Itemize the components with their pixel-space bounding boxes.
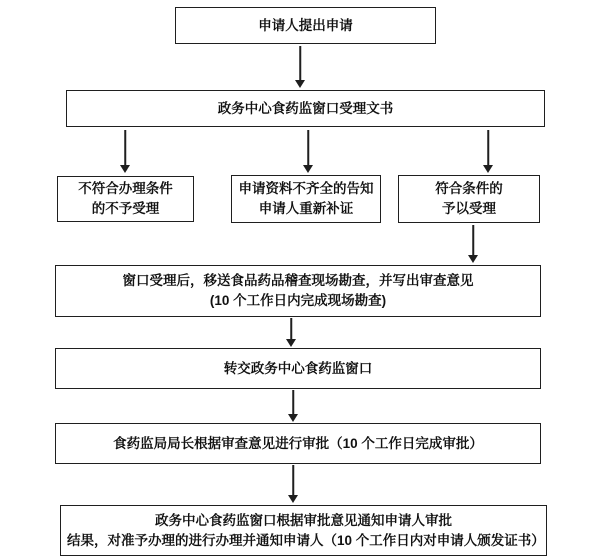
node-qualified-accepted (398, 175, 540, 223)
node-not-qualified-rejected (57, 176, 194, 222)
node-applicant-submits (175, 7, 436, 44)
node-label-line2: 申请人重新补证 (258, 201, 354, 216)
node-label-line1: 不符合办理条件 (78, 181, 173, 197)
node-label: 申请人提出申请 (258, 17, 353, 33)
node-label-line2: 结果，对准予办理的进行办理并通知申请人（10 个工作日内对申请人颁发证书） (67, 532, 545, 548)
node-site-survey (55, 265, 541, 317)
arrow-transfer-to-approval (287, 390, 299, 422)
node-label-line2: 予以受理 (442, 201, 496, 216)
arrow-window-to-not-qualified (119, 130, 131, 173)
arrow-window-to-incomplete (302, 130, 314, 173)
node-incomplete-materials-notify (231, 175, 381, 223)
node-label-line1: 申请资料不齐全的告知 (238, 181, 374, 197)
arrow-applicant-to-window (294, 46, 306, 88)
node-window-accepts-documents (66, 90, 545, 127)
node-label-line2: 的不予受理 (91, 201, 160, 216)
arrow-approval-to-notify (287, 465, 299, 503)
arrow-site-survey-to-transfer (285, 318, 297, 347)
arrow-qualified-to-site-survey (467, 225, 479, 263)
node-label-line1: 符合条件的 (435, 181, 503, 197)
node-label-line1: 窗口受理后，移送食品药品稽查现场勘查，并写出审查意见 (122, 273, 474, 289)
node-transfer-to-window (55, 348, 541, 389)
node-label: 食药监局局长根据审查意见进行审批（10 个工作日完成审批） (113, 435, 483, 451)
arrow-window-to-qualified (482, 130, 494, 173)
node-director-approval (55, 423, 541, 464)
node-notify-applicant-issue-certificate (60, 505, 547, 556)
node-label-line1: 政务中心食药监窗口根据审批意见通知申请人审批 (155, 512, 452, 528)
node-label-line2: (10 个工作日内完成现场勘查) (209, 293, 387, 308)
node-label: 政务中心食药监窗口受理文书 (217, 100, 394, 116)
node-label: 转交政务中心食药监窗口 (223, 360, 373, 376)
